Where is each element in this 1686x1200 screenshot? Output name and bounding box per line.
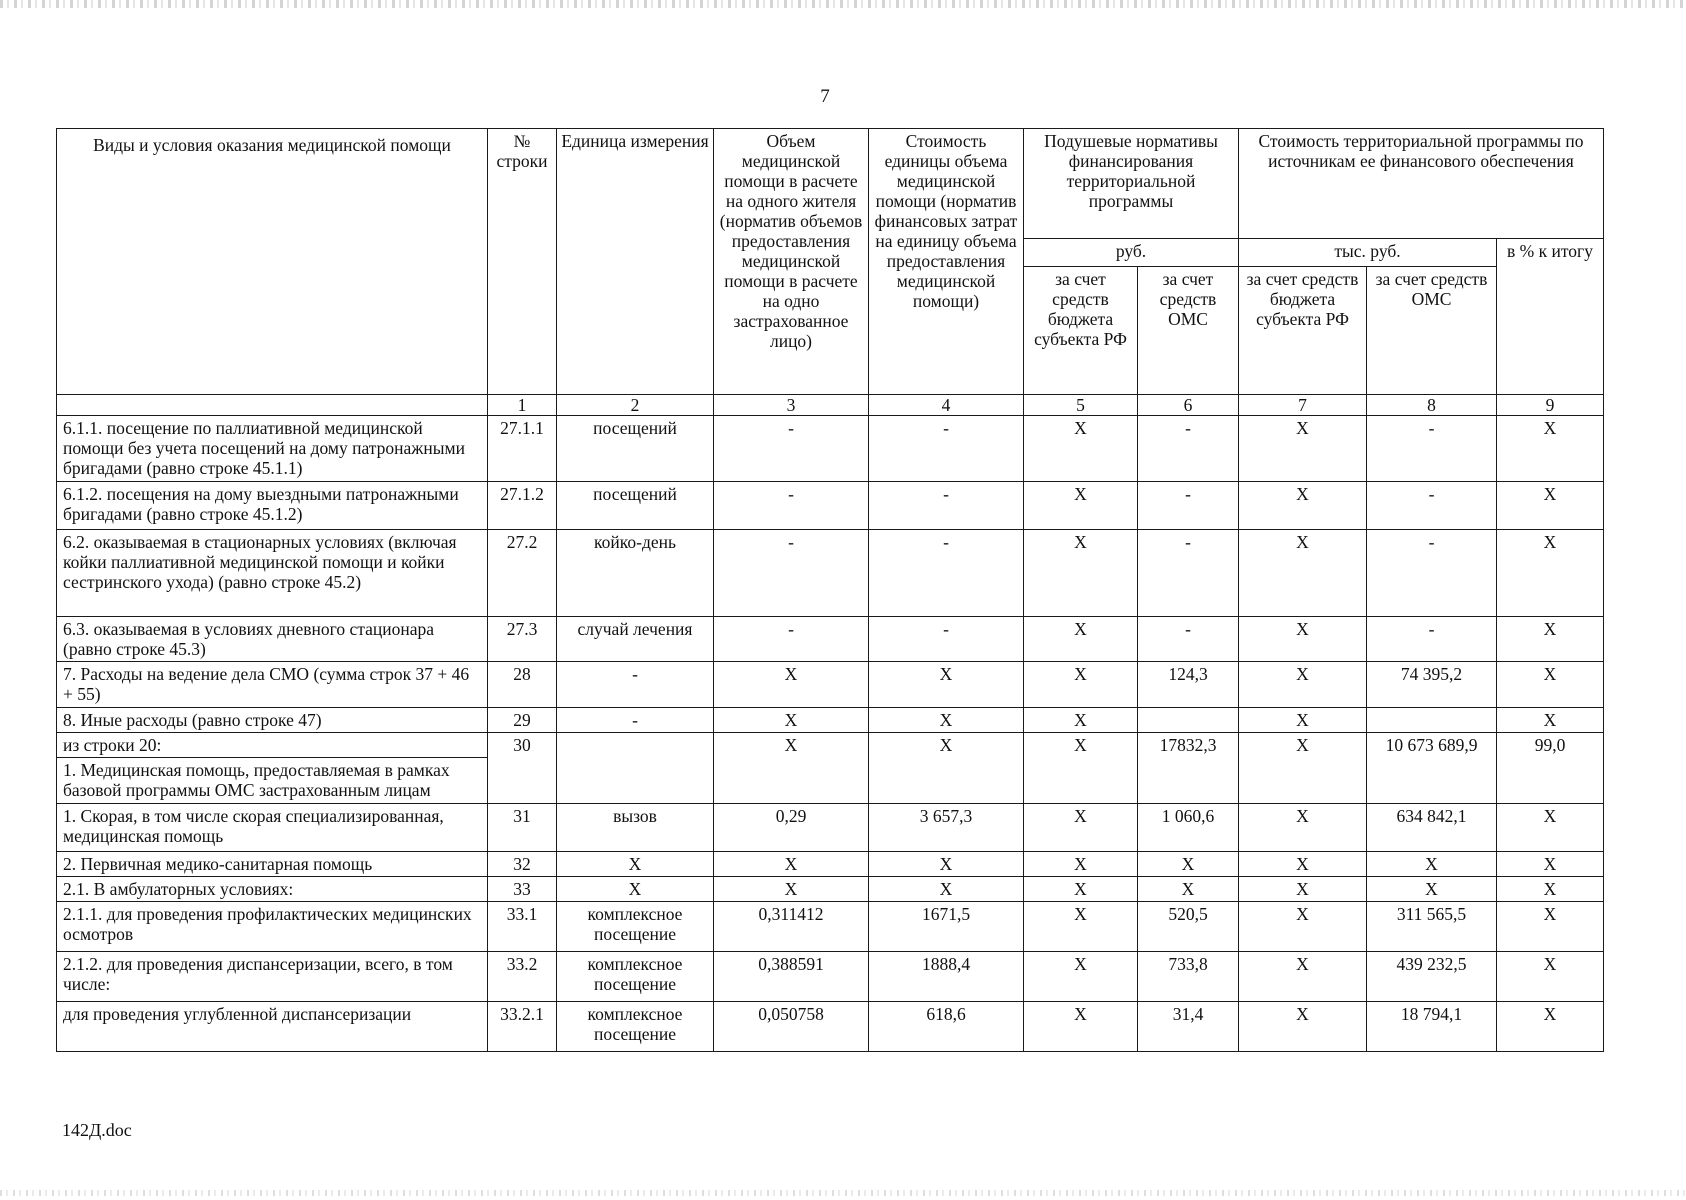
- table-cell: 31,4: [1138, 1002, 1239, 1052]
- table-cell: X: [1239, 530, 1367, 617]
- table-cell: 0,29: [714, 804, 869, 852]
- row-description: из строки 20:: [57, 733, 488, 758]
- table-cell: X: [1239, 662, 1367, 708]
- header-kind: Виды и условия оказания медицинской помощи: [57, 129, 488, 395]
- table-cell: -: [1138, 416, 1239, 482]
- header-volume: Объем медицинской помощи в расчете на одного жителя (норматив объемов предоставления медицинской помощи в расчете на одно застрахованное лицо): [714, 129, 869, 395]
- header-unit-cost: Стоимость единицы объема медицинской помощи (норматив финансовых затрат на единицу объема предоставления медицинской помощи): [869, 129, 1024, 395]
- table-cell: -: [1367, 617, 1497, 662]
- table-cell: [1138, 708, 1239, 733]
- row-description: 2. Первичная медико-санитарная помощь: [57, 852, 488, 877]
- table-cell: X: [1024, 530, 1138, 617]
- table-cell: X: [714, 662, 869, 708]
- table-cell: X: [1239, 416, 1367, 482]
- financing-table: [56, 128, 1604, 1052]
- header-budget-thous: за счет средств бюджета субъекта РФ: [1239, 267, 1367, 395]
- row-description: 2.1. В амбулаторных условиях:: [57, 877, 488, 902]
- table-cell: 31: [488, 804, 557, 852]
- table-cell: X: [1024, 877, 1138, 902]
- table-cell: 27.1.1: [488, 416, 557, 482]
- table-cell: -: [1367, 530, 1497, 617]
- table-cell: X: [1497, 662, 1604, 708]
- table-cell: -: [869, 416, 1024, 482]
- table-cell: 1671,5: [869, 902, 1024, 952]
- row-description: 6.1.2. посещения на дому выездными патронажными бригадами (равно строке 45.1.2): [57, 482, 488, 530]
- table-cell: X: [869, 708, 1024, 733]
- header-oms-rub: за счет средств ОМС: [1138, 267, 1239, 395]
- table-row: [57, 416, 1604, 482]
- table-cell: X: [1024, 952, 1138, 1002]
- header-unit-rub: руб.: [1024, 239, 1239, 267]
- table-cell: X: [869, 733, 1024, 804]
- table-cell: посещений: [557, 482, 714, 530]
- table-row: [57, 1002, 1604, 1052]
- table-cell: [557, 733, 714, 804]
- table-cell: 27.2: [488, 530, 557, 617]
- table-cell: -: [714, 416, 869, 482]
- table-cell: 74 395,2: [1367, 662, 1497, 708]
- table-cell: 10 673 689,9: [1367, 733, 1497, 804]
- header-row-number: № строки: [488, 129, 557, 395]
- table-cell: X: [1497, 482, 1604, 530]
- table-cell: X: [869, 852, 1024, 877]
- scan-edge-top: [0, 0, 1686, 8]
- table-cell: -: [1367, 482, 1497, 530]
- table-cell: -: [714, 530, 869, 617]
- table-cell: -: [557, 708, 714, 733]
- row-description: 6.2. оказываемая в стационарных условиях (включая койки паллиативной медицинской помощи и койки сестринского ухода) (равно строке 45.2): [57, 530, 488, 617]
- table-cell: X: [1497, 617, 1604, 662]
- table-cell: -: [714, 482, 869, 530]
- page-number: 7: [820, 86, 830, 107]
- column-number: 5: [1024, 395, 1138, 416]
- table-cell: посещений: [557, 416, 714, 482]
- table-cell: 1888,4: [869, 952, 1024, 1002]
- column-number: 6: [1138, 395, 1239, 416]
- table-cell: 0,050758: [714, 1002, 869, 1052]
- table-cell: 33.1: [488, 902, 557, 952]
- column-number: 4: [869, 395, 1024, 416]
- footer-filename: 142Д.doc: [62, 1120, 132, 1140]
- table-cell: X: [1497, 1002, 1604, 1052]
- table-cell: койко-день: [557, 530, 714, 617]
- table-cell: 0,388591: [714, 952, 869, 1002]
- table-cell: X: [1024, 733, 1138, 804]
- table-cell: X: [1497, 708, 1604, 733]
- column-numbers-row: [57, 395, 1604, 416]
- table-cell: X: [1024, 416, 1138, 482]
- row-description: 8. Иные расходы (равно строке 47): [57, 708, 488, 733]
- table-cell: 311 565,5: [1367, 902, 1497, 952]
- table-cell: X: [1024, 902, 1138, 952]
- table-cell: X: [714, 852, 869, 877]
- table-cell: -: [1138, 482, 1239, 530]
- table-cell: 29: [488, 708, 557, 733]
- table-cell: X: [714, 733, 869, 804]
- table-cell: комплексное посещение: [557, 1002, 714, 1052]
- table-cell: 1 060,6: [1138, 804, 1239, 852]
- table-cell: X: [1138, 877, 1239, 902]
- table-body: [57, 395, 1604, 1052]
- table-cell: X: [1239, 877, 1367, 902]
- row-description: 6.3. оказываемая в условиях дневного стационара (равно строке 45.3): [57, 617, 488, 662]
- table-cell: -: [1138, 530, 1239, 617]
- table-cell: X: [1239, 617, 1367, 662]
- header-percent-total: в % к итогу: [1497, 239, 1604, 395]
- table-cell: X: [1367, 852, 1497, 877]
- header-per-capita: Подушевые нормативы финансирования территориальной программы: [1024, 129, 1239, 239]
- table-cell: X: [714, 877, 869, 902]
- table-cell: 33.2.1: [488, 1002, 557, 1052]
- table-cell: -: [869, 530, 1024, 617]
- table-cell: 99,0: [1497, 733, 1604, 804]
- table-row: [57, 708, 1604, 733]
- table-cell: X: [1024, 852, 1138, 877]
- column-number: 9: [1497, 395, 1604, 416]
- table-row: [57, 482, 1604, 530]
- table-cell: 33: [488, 877, 557, 902]
- row-description: 7. Расходы на ведение дела СМО (сумма строк 37 + 46 + 55): [57, 662, 488, 708]
- row-description: 2.1.2. для проведения диспансеризации, всего, в том числе:: [57, 952, 488, 1002]
- table-cell: X: [714, 708, 869, 733]
- table-cell: -: [1367, 416, 1497, 482]
- table-cell: 32: [488, 852, 557, 877]
- header-unit: Единица измерения: [557, 129, 714, 395]
- table-cell: -: [557, 662, 714, 708]
- column-number: [57, 395, 488, 416]
- table-cell: [1367, 708, 1497, 733]
- table-cell: комплексное посещение: [557, 952, 714, 1002]
- table-cell: X: [1239, 1002, 1367, 1052]
- table-cell: X: [1024, 708, 1138, 733]
- table-cell: X: [1024, 1002, 1138, 1052]
- table-cell: 0,311412: [714, 902, 869, 952]
- table-cell: 3 657,3: [869, 804, 1024, 852]
- table-cell: X: [557, 877, 714, 902]
- table-cell: X: [1497, 530, 1604, 617]
- table-cell: комплексное посещение: [557, 902, 714, 952]
- column-number: 8: [1367, 395, 1497, 416]
- table-cell: X: [1497, 852, 1604, 877]
- table-cell: X: [1497, 902, 1604, 952]
- table-cell: X: [1239, 902, 1367, 952]
- table-row: [57, 852, 1604, 877]
- column-number: 2: [557, 395, 714, 416]
- table-cell: X: [1497, 952, 1604, 1002]
- table-cell: X: [1138, 852, 1239, 877]
- column-number: 1: [488, 395, 557, 416]
- table-cell: X: [1024, 804, 1138, 852]
- row-description: для проведения углубленной диспансеризации: [57, 1002, 488, 1052]
- table-cell: X: [869, 662, 1024, 708]
- row-description: 6.1.1. посещение по паллиативной медицинской помощи без учета посещений на дому патронажными бригадами (равно строке 45.1.1): [57, 416, 488, 482]
- header-program-cost: Стоимость территориальной программы по источникам ее финансового обеспечения: [1239, 129, 1604, 239]
- row-description: 2.1.1. для проведения профилактических медицинских осмотров: [57, 902, 488, 952]
- table-cell: X: [1239, 733, 1367, 804]
- table-cell: X: [1497, 877, 1604, 902]
- column-number: 3: [714, 395, 869, 416]
- table-row: [57, 530, 1604, 617]
- table-cell: 634 842,1: [1367, 804, 1497, 852]
- table-cell: 17832,3: [1138, 733, 1239, 804]
- table-cell: случай лечения: [557, 617, 714, 662]
- table-row: [57, 952, 1604, 1002]
- table-cell: X: [1239, 804, 1367, 852]
- table-cell: -: [869, 617, 1024, 662]
- table-cell: 618,6: [869, 1002, 1024, 1052]
- table-cell: X: [1024, 662, 1138, 708]
- table-cell: -: [1138, 617, 1239, 662]
- header-row-1: [57, 129, 1604, 239]
- table-row: [57, 804, 1604, 852]
- table-row: [57, 733, 1604, 758]
- header-budget-rub: за счет средств бюджета субъекта РФ: [1024, 267, 1138, 395]
- table-cell: 733,8: [1138, 952, 1239, 1002]
- table-cell: X: [1239, 482, 1367, 530]
- table-cell: X: [1239, 852, 1367, 877]
- table-row: [57, 877, 1604, 902]
- table-cell: X: [1367, 877, 1497, 902]
- table-cell: X: [1239, 952, 1367, 1002]
- table-row: [57, 617, 1604, 662]
- table-cell: 520,5: [1138, 902, 1239, 952]
- table-cell: 27.3: [488, 617, 557, 662]
- row-description: 1. Медицинская помощь, предоставляемая в рамках базовой программы ОМС застрахованным лицам: [57, 758, 488, 804]
- header-oms-thous: за счет средств ОМС: [1367, 267, 1497, 395]
- table-cell: X: [1239, 708, 1367, 733]
- table-cell: X: [557, 852, 714, 877]
- table-cell: 439 232,5: [1367, 952, 1497, 1002]
- table-cell: 30: [488, 733, 557, 804]
- table-cell: X: [869, 877, 1024, 902]
- table-cell: X: [1024, 482, 1138, 530]
- table-row: [57, 902, 1604, 952]
- scan-edge-bottom: [0, 1190, 1686, 1196]
- table-cell: X: [1024, 617, 1138, 662]
- table-cell: 124,3: [1138, 662, 1239, 708]
- table-row: [57, 662, 1604, 708]
- table-cell: -: [869, 482, 1024, 530]
- table-cell: 28: [488, 662, 557, 708]
- table-cell: 18 794,1: [1367, 1002, 1497, 1052]
- table-cell: вызов: [557, 804, 714, 852]
- row-description: 1. Скорая, в том числе скорая специализированная, медицинская помощь: [57, 804, 488, 852]
- column-number: 7: [1239, 395, 1367, 416]
- table-cell: X: [1497, 416, 1604, 482]
- header-unit-thous-rub: тыс. руб.: [1239, 239, 1497, 267]
- table-cell: -: [714, 617, 869, 662]
- table-cell: 27.1.2: [488, 482, 557, 530]
- table-cell: X: [1497, 804, 1604, 852]
- table-cell: 33.2: [488, 952, 557, 1002]
